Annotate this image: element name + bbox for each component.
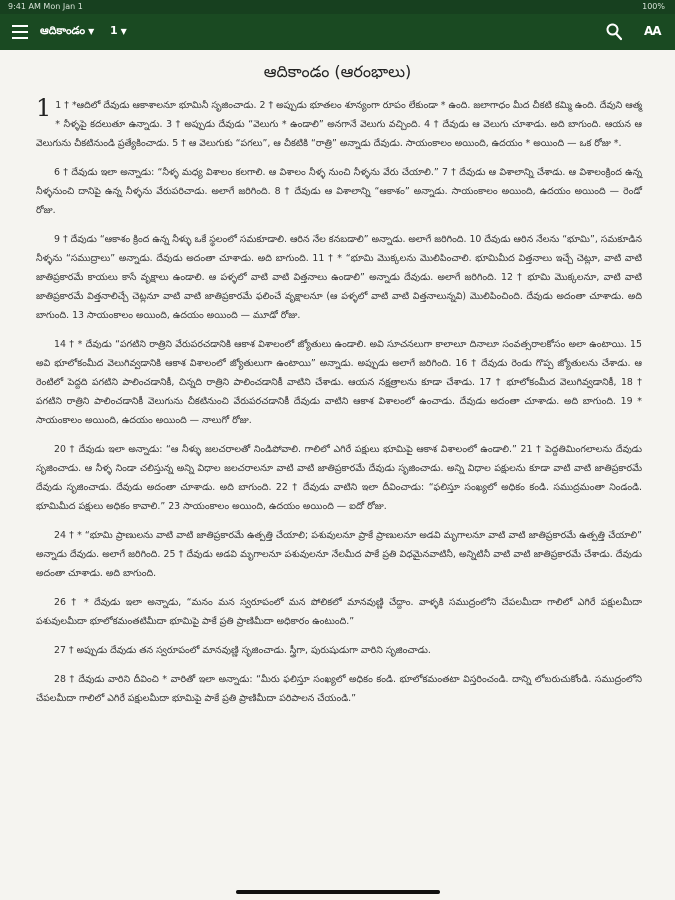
paragraph — [36, 526, 642, 583]
page-title: ఆదికాండం (ఆరంభాలు) — [263, 62, 412, 81]
text-size-icon[interactable]: AA — [644, 24, 661, 38]
chapter-selector[interactable] — [110, 24, 127, 37]
menu-icon[interactable] — [12, 25, 28, 39]
paragraph — [36, 440, 642, 516]
chapter-number: 1 — [36, 94, 52, 122]
chapter-caret-icon: ▼ — [120, 27, 127, 36]
book-selector[interactable] — [40, 24, 94, 40]
paragraph-text: 26 † * దేవుడు ఇలా అన్నాడు, “మనం మన స్వరూపంలో మన పోలికలో మానవుణ్ణి చేద్దాం. వాళ్ళకి సముద్రంలోని చేపలమీదా గాలిలో ఎగిరే పక్షులమీదా పశువులమీదా భూలోకమంతటిమీదా భూమిపై పాకే ప్రతి ప్రాణిమీదా అధికారం ఉంటుంది.” — [36, 597, 642, 627]
app-toolbar — [0, 14, 675, 50]
paragraph-text: 24 † * “భూమి ప్రాణులను వాటి వాటి జాతిప్రకారమే ఉత్పత్తి చేయాలి; పశువులనూ ప్రాకే ప్రాణులనూ అడవి మృగాలనూ వాటి వాటి జాతిప్రకారమే ఉత్పత్తి చేయాలి” అన్నాడు దేవుడు. అలాగే జరిగింది. 25 † దేవుడు అడవి మృగాలనూ పశువులనూ నేలమీద పాకే ప్రతి విధమైనవాటినీ, అన్నిటినీ వాటి వాటి జాతిప్రకారమే చేశాడు. దేవుడు అదంతా చూశాడు. అది బాగుంది. — [36, 530, 642, 579]
paragraph — [36, 335, 642, 430]
paragraph-text: 20 † దేవుడు ఇలా అన్నాడు: “ఆ నీళ్ళు జలచరాలతో నిండిపోవాలి. గాలిలో ఎగిరే పక్షులు భూమిపై ఆకాశ విశాలంలో ఉండాలి.” 21 † పెద్దతిమింగలాలను దేవుడు సృజించాడు. ఆ నీళ్ళ నిండా చలిస్తున్న అన్ని విధాల జలచరాలనూ వాటి వాటి జాతిప్రకారమే దేవుడు సృజించాడు. అన్ని విధాల పక్షులను కూడా వాటి వాటి జాతిప్రకారమే దేవుడు సృజించాడు. దేవుడు అదంతా చూశాడు. అది బాగుంది. 22 † దేవుడు వాటిని ఇలా దీవించాడు: “ఫలిస్తూ సంఖ్యలో అధికం కండి. సముద్రమంతా నిండండి. భూమిమీద పక్షులు అధికం కావాలి.” 23 సాయంకాలం అయింది, ఉదయం అయింది — ఐదో రోజు. — [36, 444, 642, 512]
paragraph-text: 28 † దేవుడు వారిని దీవించి * వారితో ఇలా అన్నాడు: “మీరు ఫలిస్తూ సంఖ్యలో అధికం కండి. భూలోకమంతటా విస్తరించండి. దాన్ని లోబరుచుకోండి. సముద్రంలోని చేపలమీదా గాలిలో ఎగిరే పక్షులమీదా భూమిపై పాకే ప్రతి ప్రాణిమీదా పరిపాలన చేయండి.” — [36, 674, 642, 704]
chapter-content — [36, 96, 642, 718]
paragraph — [36, 641, 642, 660]
book-label: ఆదికాండం — [40, 24, 86, 37]
search-icon[interactable] — [606, 23, 622, 41]
status-bar — [0, 0, 675, 14]
paragraph-text: 6 † దేవుడు ఇలా అన్నాడు: “నీళ్ళ మధ్య విశాలం కలగాలి. ఆ విశాలం నీళ్ళ నుంచి నీళ్ళను వేరు చేయాలి.” 7 † దేవుడు ఆ విశాలాన్ని చేశాడు. ఆ విశాలంక్రింద ఉన్న నీళ్ళనుంచి దానిపై ఉన్న నీళ్ళను వేరుపరిచాడు. అలాగే జరిగింది. 8 † దేవుడు ఆ విశాలాన్ని “ఆకాశం” అన్నాడు. సాయంకాలం అయింది, ఉదయం అయింది — రెండో రోజు. — [36, 167, 642, 216]
paragraph — [36, 230, 642, 325]
paragraph-text: 14 † * దేవుడు “పగటిని రాత్రిని వేరుపరచడానికి ఆకాశ విశాలంలో జ్యోతులు ఉండాలి. అవి సూచనలుగా కాలాలూ దినాలూ సంవత్సరాలకోసం అలా ఉంటాయి. 15 అవి భూలోకంమీద వెలుగివ్వడానికి ఆకాశ విశాలంలో జ్యోతులుగా ఉంటాయి” అన్నాడు. అప్పుడు అలాగే జరిగింది. 16 † దేవుడు రెండు గొప్ప జ్యోతులను చేశాడు. ఆ రెంటిలో పెద్దది పగటిని పాలించడానికీ, చిన్నది రాత్రిని పాలించడానికీ వాటిని చేశాడు. ఆయన నక్షత్రాలను కూడా చేశాడు. 17 † భూలోకంమీద వెలుగివ్వడానికీ, 18 † పగటిని రాత్రిని పాలించడానికీ వెలుగును చీకటినుంచి వేరుపరచడానికీ దేవుడు వాటిని ఆకాశ విశాలంలో ఉంచాడు. దేవుడు అదంతా చూశాడు. అది బాగుంది. 19 * సాయంకాలం అయింది, ఉదయం అయింది — నాలుగో రోజు. — [36, 339, 642, 426]
paragraph-text: 1 † *ఆదిలో దేవుడు ఆకాశాలనూ భూమినీ సృజించాడు. 2 † అప్పుడు భూతలం శూన్యంగా రూపం లేకుండా * ఉంది. జలాగాధం మీద చీకటి కమ్మి ఉంది. దేవుని ఆత్మ * నీళ్ళపై కదలుతూ ఉన్నాడు. 3 † అప్పుడు దేవుడు “వెలుగు * ఉండాలి” అనగానే వెలుగు వచ్చింది. 4 † దేవుడు ఆ వెలుగు చూశాడు. అది బాగుంది. ఆయన ఆ వెలుగును చీకటినుండి ప్రత్యేకించాడు. 5 † ఆ వెలుగుకు “పగలు”, ఆ చీకటికి “రాత్రి” అన్నాడు దేవుడు. సాయంకాలం అయింది, ఉదయం * అయింది — ఒక రోజు *. — [36, 100, 642, 149]
book-caret-icon: ▼ — [88, 27, 95, 36]
paragraph — [36, 163, 642, 220]
paragraph — [36, 593, 642, 631]
home-indicator[interactable] — [236, 890, 440, 894]
chapter-label: 1 — [110, 24, 118, 37]
paragraph — [36, 96, 642, 153]
paragraph-text: 9 † దేవుడు “ఆకాశం క్రింద ఉన్న నీళ్ళు ఒకే స్థలంలో సమకూడాలి. ఆరిన నేల కనబడాలి” అన్నాడు. అలాగే జరిగింది. 10 దేవుడు ఆరిన నేలను “భూమి”, సమకూడిన నీళ్ళను “సముద్రాలు” అన్నాడు. దేవుడు అదంతా చూశాడు. అది బాగుంది. 11 † * “భూమి మొక్కలను మొలిపించాలి. భూమిమీద విత్తనాలు ఇచ్చే చెట్లూ, వాటి వాటి జాతిప్రకారమే కాయలు కాసే వృక్షాలు ఉండాలి. ఆ పళ్ళలో వాటి వాటి విత్తనాలు ఉండాలి” అన్నాడు దేవుడు. అలాగే జరిగింది. 12 † భూమి మొక్కలనూ, వాటి వాటి జాతిప్రకారమే విత్తనాలిచ్చే చెట్లనూ వాటి వాటి జాతిప్రకారమే ఫలించే వృక్షాలనూ (ఆ పళ్ళలో వాటి వాటి విత్తనాలున్నవి) మొలిపించింది. దేవుడు అదంతా చూశాడు. అది బాగుంది. 13 సాయంకాలం అయింది, ఉదయం అయింది — మూడో రోజు. — [36, 234, 642, 321]
status-battery: 100% — [642, 2, 665, 11]
paragraph — [36, 670, 642, 708]
status-time: 9:41 AM Mon Jan 1 — [8, 2, 83, 11]
paragraph-text: 27 † అప్పుడు దేవుడు తన స్వరూపంలో మానవుణ్ణి సృజించాడు. స్త్రీగా, పురుషుడుగా వారిని సృజించాడు. — [54, 645, 431, 656]
